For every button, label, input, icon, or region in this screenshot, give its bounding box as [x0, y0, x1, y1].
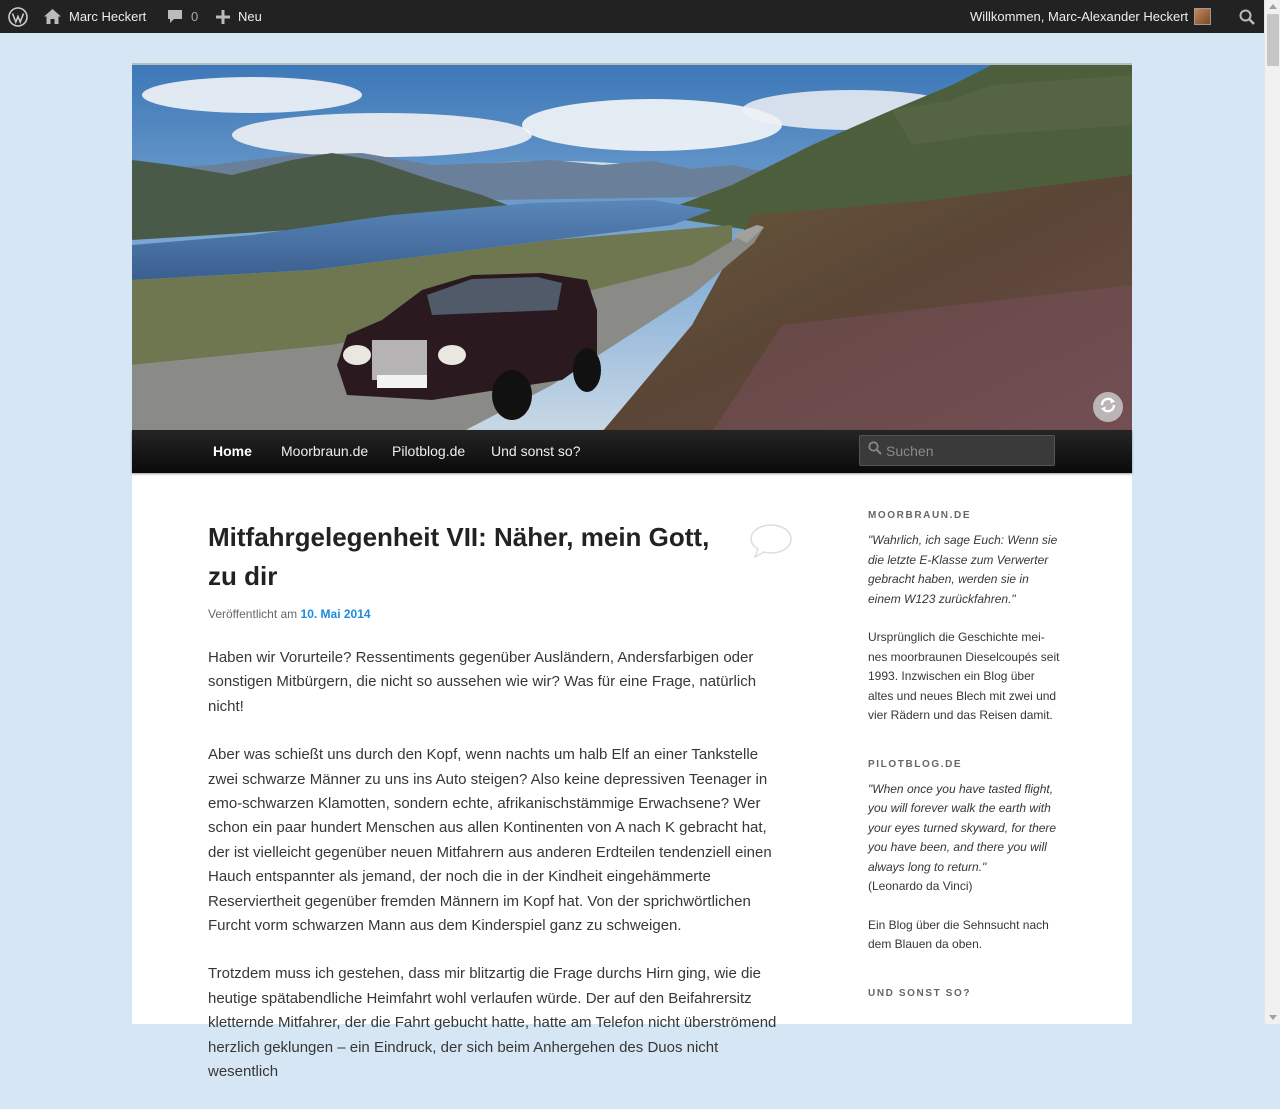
nav-item-moorbraun[interactable]: Moorbraun.de — [281, 443, 369, 459]
header-image[interactable] — [132, 63, 1132, 430]
widget-quote-text: "When once you have tasted flight, you will forever walk the earth with your eyes turned skyward, for there you have been, and there you will always long to return." — [868, 781, 1057, 874]
scroll-down-arrow-icon[interactable] — [1269, 1015, 1277, 1020]
post-paragraph: Aber was schießt uns durch den Kopf, wenn nachts um halb Elf an einer Tankstelle zwei schwarze Männer zu uns ins Auto steigen? Also keine depressiven Teenager in emo-schwarzen Klamotten, sondern echte, afrikanischstämmige Erwachsene? Wer schon ein paar hundert Menschen aus allen Kontinenten von A nach K gebracht hat, der ist vielleicht gegenüber neuen Mitfahrern aus anderen Erdteilen tendenziell einen Hauch entspannter als jemand, der noch die in der Kindheit eingehämmerte Reserviertheit gegenüber fremden Männern im Kopf hat. Von der sprichwörtlichen Furcht vorm schwarzen Mann aus dem Kinderspiel ganz zu schweigen. — [208, 746, 772, 935]
wordpress-logo-icon[interactable] — [8, 0, 28, 33]
page-scrollbar[interactable] — [1264, 0, 1280, 1024]
widget-title[interactable]: MOORBRAUN.DE — [868, 510, 972, 521]
plus-icon — [216, 10, 230, 24]
post-meta — [208, 607, 371, 621]
main-navigation — [132, 430, 1132, 473]
page-container — [132, 63, 1132, 1081]
search-input[interactable] — [886, 443, 1046, 459]
widget-description: Ein Blog über die Sehnsucht nach dem Blauen da oben. — [868, 917, 1049, 951]
sidebar — [868, 509, 1060, 1009]
widget-quote: "Wahrlich, ich sage Euch: Wenn sie die letzte E-Klasse zum Verwerter gebracht haben, werden sie in einem W123 zurückfahren." — [868, 533, 1058, 606]
widget-und-sonst-so — [868, 987, 1060, 1001]
post-title-line-2: zu dir — [208, 561, 278, 591]
scrollbar-thumb[interactable] — [1267, 14, 1279, 66]
post-paragraph: Haben wir Vorurteile? Ressentiments gegenüber Ausländern, Andersfarbigen oder sonstigen Mitbürgern, die nicht so aussehen wie wir? Was für eine Frage, natürlich nicht! — [208, 649, 757, 715]
nav-item-und-sonst-so[interactable]: Und sonst so? — [491, 443, 581, 459]
new-label: Neu — [238, 9, 262, 24]
widget-title[interactable]: PILOTBLOG.DE — [868, 758, 963, 770]
site-name-label: Marc Heckert — [69, 9, 147, 24]
post-meta-prefix: Veröffentlicht am — [208, 607, 298, 621]
comments-link[interactable] — [167, 0, 198, 33]
widget-pilotblog — [868, 758, 1060, 955]
widget-description: Ursprünglich die Geschichte meines moorbraunen Dieselcoupés seit 1993. Inzwischen ein Blog über altes und neues Blech mit zwei und vier Rädern und das Reisen damit. — [868, 630, 1060, 722]
refresh-icon — [1098, 395, 1118, 420]
widget-title[interactable]: UND SONST SO? — [868, 987, 972, 999]
admin-bar — [0, 0, 1264, 33]
search-form — [859, 435, 1055, 466]
widget-quote — [868, 780, 1060, 897]
search-field-icon — [868, 441, 882, 460]
refresh-header-button[interactable] — [1093, 392, 1123, 422]
nav-item-home[interactable]: Home — [213, 443, 252, 459]
widget-quote-attribution: (Leonardo da Vinci) — [868, 879, 973, 893]
new-content-link[interactable] — [216, 0, 262, 33]
avatar — [1194, 8, 1211, 25]
nav-item-pilotblog[interactable]: Pilotblog.de — [392, 443, 466, 459]
search-icon[interactable] — [1239, 0, 1255, 33]
post-title-line-1: Mitfahrgelegenheit VII: Näher, mein Gott, — [208, 522, 710, 552]
post-date-link[interactable]: 10. Mai 2014 — [300, 607, 371, 621]
scroll-up-arrow-icon[interactable] — [1269, 4, 1277, 9]
comment-icon — [167, 9, 183, 24]
post-content — [208, 646, 790, 1109]
my-account-link[interactable] — [970, 0, 1211, 33]
post-paragraph: Trotzdem muss ich gestehen, dass mir blitzartig die Frage durchs Hirn ging, wie die heutige spätabendliche Heimfahrt wohl verlaufen würde. Der auf den Beifahrersitz kletternde Mitfahrer, der die Fahrt gebucht hatte, hatte am Telefon nicht überströmend herzlich geklungen – ein Eindruck, der sich beim Anhergehen des Duos nicht wesentlich — [208, 965, 777, 1081]
welcome-text: Willkommen, Marc-Alexander Heckert — [970, 9, 1189, 24]
comment-bubble-icon[interactable] — [749, 523, 793, 564]
comment-count: 0 — [191, 9, 199, 24]
home-icon — [44, 9, 61, 24]
site-name-link[interactable] — [44, 0, 146, 33]
widget-moorbraun — [868, 509, 1060, 726]
post-title[interactable] — [208, 518, 748, 596]
